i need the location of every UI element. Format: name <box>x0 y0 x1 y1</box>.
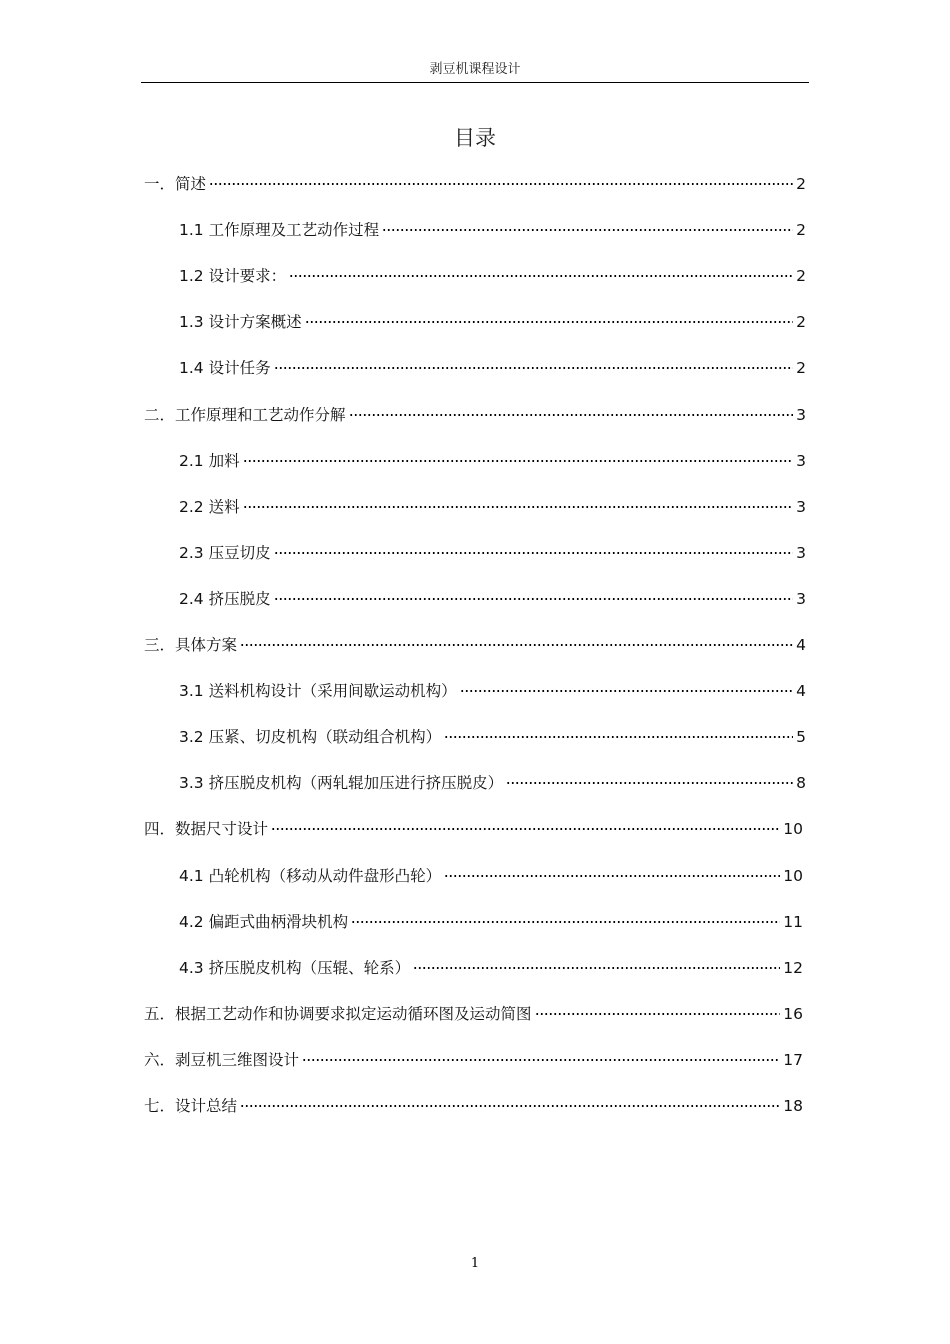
toc-entry-label: 3.1 送料机构设计（采用间歇运动机构） <box>179 682 457 700</box>
toc-entry[interactable] <box>144 1047 803 1073</box>
toc-entry-label: 2.1 加料 <box>179 452 240 470</box>
toc-entry-page: 2 <box>796 221 806 239</box>
toc-entry[interactable] <box>179 540 806 566</box>
toc-entry-label: 1.3 设计方案概述 <box>179 313 302 331</box>
toc-entry-label: 三．具体方案 <box>144 636 238 654</box>
toc-entry-page: 12 <box>783 959 803 977</box>
toc-entry-leader <box>240 1105 780 1107</box>
toc-entry-label: 3.2 压紧、切皮机构（联动组合机构） <box>179 728 442 746</box>
toc-entry-leader <box>240 644 793 646</box>
toc-entry-page: 3 <box>796 452 806 470</box>
toc-entry-leader <box>274 598 794 600</box>
toc-entry[interactable] <box>179 355 806 381</box>
toc-entry[interactable] <box>144 171 806 197</box>
toc-entry[interactable] <box>144 1001 803 1027</box>
header-rule <box>141 82 809 83</box>
toc-title-text: 目录 <box>454 126 496 150</box>
toc-entry[interactable] <box>144 402 806 428</box>
toc-entry-label: 1.1 工作原理及工艺动作过程 <box>179 221 380 239</box>
toc-entry-leader <box>535 1013 781 1015</box>
toc-entry-label: 2.4 挤压脱皮 <box>179 590 271 608</box>
toc-entry[interactable] <box>179 309 806 335</box>
toc-entry-leader <box>243 506 794 508</box>
toc-entry-page: 4 <box>796 636 806 654</box>
footer-page-number: 1 <box>470 1256 480 1271</box>
toc-entry-page: 3 <box>796 498 806 516</box>
toc-entry-page: 8 <box>796 774 806 792</box>
toc-entry-label: 2.2 送料 <box>179 498 240 516</box>
toc-entry-label: 1.4 设计任务 <box>179 359 271 377</box>
toc-entry-page: 3 <box>796 590 806 608</box>
toc-entry-label: 4.3 挤压脱皮机构（压辊、轮系） <box>179 959 411 977</box>
toc-entry-page: 10 <box>783 820 803 838</box>
toc-entry-label: 四．数据尺寸设计 <box>144 820 269 838</box>
toc-entry[interactable] <box>179 724 806 750</box>
toc-entry[interactable] <box>179 494 806 520</box>
toc-entry-page: 17 <box>783 1051 803 1069</box>
toc-entry-leader <box>305 321 794 323</box>
toc-entry-label: 七．设计总结 <box>144 1097 238 1115</box>
toc-title <box>141 122 809 154</box>
toc-entry-leader <box>382 229 793 231</box>
toc-entry-page: 16 <box>783 1005 803 1023</box>
toc-entry-leader <box>271 828 780 830</box>
toc-entry-page: 2 <box>796 313 806 331</box>
toc-entry[interactable] <box>179 770 806 796</box>
toc-entry-leader <box>506 782 793 784</box>
toc-entry[interactable] <box>179 448 806 474</box>
toc-entry-leader <box>444 875 780 877</box>
toc-entry[interactable] <box>144 816 803 842</box>
toc-entry[interactable] <box>179 586 806 612</box>
toc-entry[interactable] <box>179 909 803 935</box>
toc-entry-page: 2 <box>796 359 806 377</box>
toc-entry-page: 3 <box>796 406 806 424</box>
toc-entry-page: 10 <box>783 867 803 885</box>
toc-entry-label: 2.3 压豆切皮 <box>179 544 271 562</box>
toc-entry-page: 5 <box>796 728 806 746</box>
toc-entry-label: 4.1 凸轮机构（移动从动件盘形凸轮） <box>179 867 442 885</box>
toc-entry-leader <box>349 414 794 416</box>
toc-entry-label: 二．工作原理和工艺动作分解 <box>144 406 346 424</box>
toc-entry-leader <box>444 736 793 738</box>
toc-entry-leader <box>274 552 794 554</box>
toc-entry-label: 1.2 设计要求： <box>179 267 287 285</box>
toc-entry-leader <box>243 460 794 462</box>
page-header: 剥豆机课程设计 <box>429 62 521 77</box>
toc-entry-page: 18 <box>783 1097 803 1115</box>
toc-entry-label: 五．根据工艺动作和协调要求拟定运动循环图及运动简图 <box>144 1005 532 1023</box>
toc-entry[interactable] <box>179 217 806 243</box>
toc-entry[interactable] <box>179 955 803 981</box>
toc-entry-leader <box>209 183 793 185</box>
toc-entry[interactable] <box>179 863 803 889</box>
toc-entry-label: 3.3 挤压脱皮机构（两轧辊加压进行挤压脱皮） <box>179 774 504 792</box>
toc-entry-leader <box>274 367 794 369</box>
toc-entry-leader <box>302 1059 780 1061</box>
toc-entry[interactable] <box>179 678 806 704</box>
toc-entry-page: 4 <box>796 682 806 700</box>
toc-entry-page: 2 <box>796 267 806 285</box>
toc-entry-page: 2 <box>796 175 806 193</box>
toc-entry-page: 3 <box>796 544 806 562</box>
toc-entry-label: 一．简述 <box>144 175 207 193</box>
toc-entry-page: 11 <box>783 913 803 931</box>
toc-entry-leader <box>413 967 780 969</box>
toc-entry-label: 4.2 偏距式曲柄滑块机构 <box>179 913 349 931</box>
toc-entry[interactable] <box>144 1093 803 1119</box>
toc-entry-leader <box>289 275 793 277</box>
toc-entry[interactable] <box>179 263 806 289</box>
toc-entry-leader <box>460 690 794 692</box>
toc-entry-label: 六．剥豆机三维图设计 <box>144 1051 300 1069</box>
toc-entry-leader <box>351 921 780 923</box>
toc-entry[interactable] <box>144 632 806 658</box>
